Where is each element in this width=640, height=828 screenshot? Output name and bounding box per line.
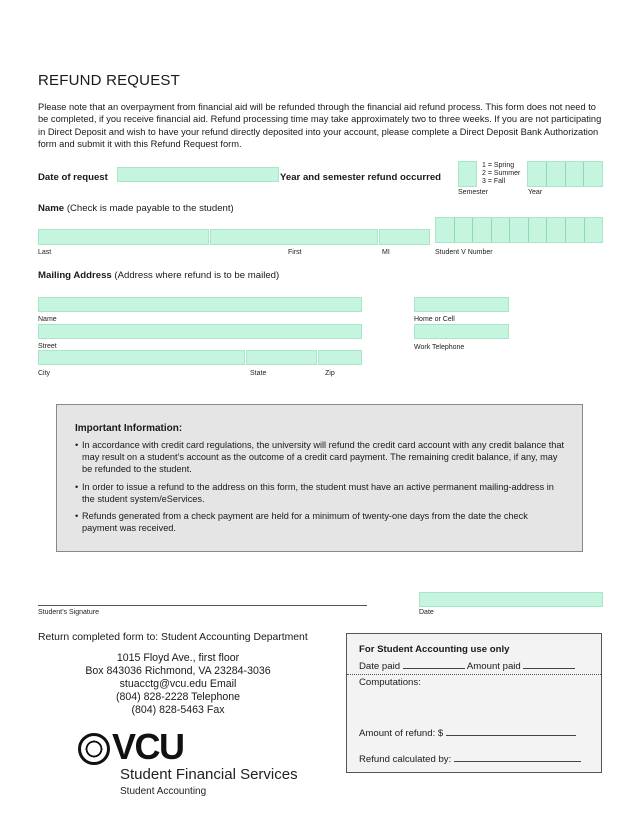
computations-label: Computations: <box>359 677 421 688</box>
home-phone-caption: Home or Cell <box>414 316 455 323</box>
year-semester-label: Year and semester refund occurred <box>280 172 442 183</box>
date-paid-row <box>359 660 575 672</box>
important-list <box>75 439 565 539</box>
signature-caption: Student’s Signature <box>38 609 99 616</box>
street-caption: Street <box>38 343 57 350</box>
zip-field[interactable] <box>318 350 362 365</box>
name-label-text: Name <box>38 203 65 214</box>
address-line: stuacctg@vcu.edu Email <box>119 678 237 690</box>
amount-refund-line[interactable] <box>446 727 576 736</box>
semester-field[interactable] <box>458 161 477 187</box>
mailing-label <box>38 270 279 281</box>
address-line: 1015 Floyd Ave., first floor <box>116 652 240 664</box>
important-item: • In order to issue a refund to the address on this form, the student must have an active permanent mailing-address in the student system/eServices. <box>75 481 554 504</box>
home-phone-field[interactable] <box>414 297 509 312</box>
important-item: • In accordance with credit card regulations, the university will refund the credit card account with any credit balance that may result on a student’s account as the outcome of a credit card payment. The remaining credit balance, if any, may be refunded to the student. <box>75 440 565 475</box>
name-label <box>38 203 234 214</box>
return-instructions: Return completed form to: Student Accounting Department <box>38 632 308 643</box>
mailing-label-text: Mailing Address <box>38 270 112 281</box>
semester-option-summer: 2 = Summer <box>482 170 521 177</box>
date-request-label: Date of request <box>38 172 108 183</box>
calculated-by-row <box>359 753 581 765</box>
subunit-name: Student Accounting <box>120 786 207 797</box>
city-caption: City <box>38 370 51 377</box>
vcu-wordmark: VCU <box>112 726 184 767</box>
calculated-by-line[interactable] <box>454 753 581 762</box>
unit-name: Student Financial Services <box>120 766 298 783</box>
mailing-note: (Address where refund is to be mailed) <box>114 270 280 281</box>
mailing-name-field[interactable] <box>38 297 362 312</box>
page-title: REFUND REQUEST <box>38 72 180 89</box>
intro-paragraph: Please note that an overpayment from financial aid will be refunded through the financial aid refund process. This form does not need to be completed, if you receive financial aid. Refund processing time may take approximately two to three weeks. If you are not participating in Direct Deposit and wish to have your refund directly deposited into your account, please complete a Direct Deposit Bank Authorization form and submit it with this Refund Request form. <box>38 102 602 149</box>
mi-caption: MI <box>382 249 390 256</box>
divider <box>347 674 601 675</box>
important-title: Important Information: <box>75 423 183 434</box>
zip-caption: Zip <box>325 370 335 377</box>
year-field[interactable] <box>527 161 603 187</box>
semester-option-fall: 3 = Fall <box>482 178 506 185</box>
vcu-seal-icon <box>78 733 110 765</box>
office-use-box <box>346 633 602 773</box>
signature-date-field[interactable] <box>419 592 603 607</box>
address-line: (804) 828-5463 Fax <box>131 704 225 716</box>
signature-line[interactable] <box>38 605 367 606</box>
mi-field[interactable] <box>379 229 430 245</box>
office-use-title: For Student Accounting use only <box>359 644 510 655</box>
semester-caption: Semester <box>458 189 488 196</box>
semester-options <box>482 162 520 186</box>
year-caption: Year <box>528 189 543 196</box>
state-field[interactable] <box>246 350 317 365</box>
last-caption: Last <box>38 249 52 256</box>
state-caption: State <box>250 370 267 377</box>
last-name-field[interactable] <box>38 229 209 245</box>
date-request-field[interactable] <box>117 167 279 182</box>
important-info-box <box>56 404 583 552</box>
work-phone-field[interactable] <box>414 324 509 339</box>
calculated-by-label: Refund calculated by: <box>359 754 452 765</box>
amount-paid-label: Amount paid <box>466 661 521 672</box>
student-vnumber-field[interactable] <box>435 217 603 243</box>
amount-paid-line[interactable] <box>523 660 575 669</box>
important-item: • Refunds generated from a check payment are held for a minimum of twenty-one days from the date the check payment was received. <box>75 511 528 534</box>
street-field[interactable] <box>38 324 362 339</box>
work-phone-caption: Work Telephone <box>414 344 465 351</box>
semester-option-spring: 1 = Spring <box>482 162 515 169</box>
return-address <box>60 652 296 717</box>
name-note: (Check is made payable to the student) <box>66 203 234 214</box>
city-field[interactable] <box>38 350 245 365</box>
amount-refund-label: Amount of refund: $ <box>359 728 444 739</box>
amount-refund-row <box>359 727 576 739</box>
mailing-name-caption: Name <box>38 316 57 323</box>
vnumber-caption: Student V Number <box>435 249 493 256</box>
address-line: Box 843036 Richmond, VA 23284-3036 <box>85 665 271 677</box>
first-caption: First <box>288 249 302 256</box>
date-paid-line[interactable] <box>403 660 465 669</box>
date-caption: Date <box>419 609 434 616</box>
address-line: (804) 828-2228 Telephone <box>115 691 241 703</box>
first-name-field[interactable] <box>210 229 378 245</box>
date-paid-label: Date paid <box>359 661 401 672</box>
